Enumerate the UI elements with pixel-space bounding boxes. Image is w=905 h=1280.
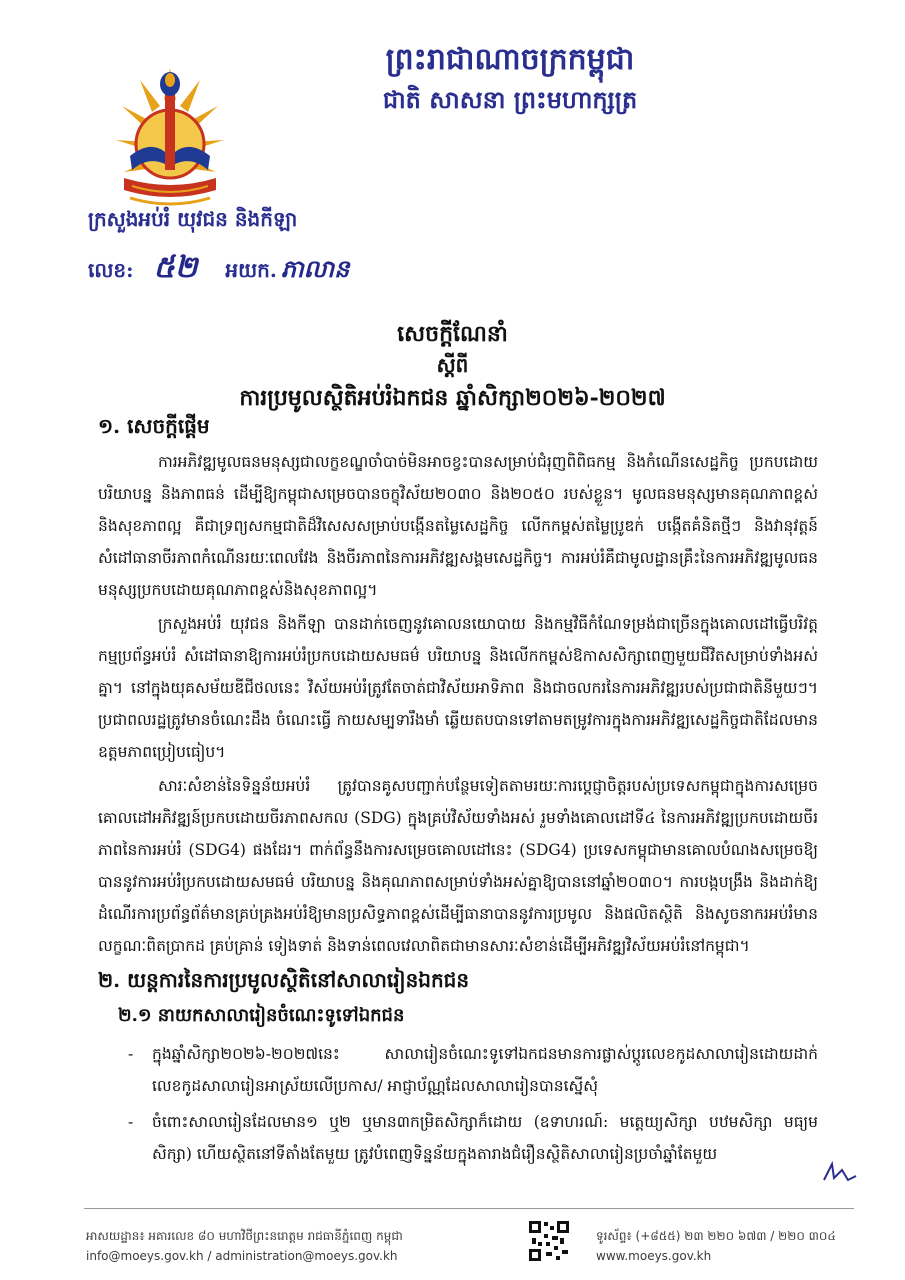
kingdom-heading bbox=[330, 40, 690, 118]
section-heading-mechanism: ២. យន្តការនៃការប្រមូលស្ថិតិនៅសាលារៀនឯកជន bbox=[98, 968, 470, 992]
ministry-name: ក្រសួងអប់រំ យុវជន និងកីឡា bbox=[88, 207, 298, 231]
reference-line bbox=[88, 248, 349, 292]
document-title-block bbox=[0, 318, 905, 416]
national-motto: ជាតិ សាសនា ព្រះមហាក្សត្រ bbox=[382, 85, 638, 114]
reference-label: លេខ: bbox=[88, 258, 134, 282]
list-item bbox=[98, 1106, 818, 1170]
section-heading-introduction: ១. សេចក្តីផ្តើម bbox=[98, 414, 210, 438]
reference-number: ៥២ bbox=[153, 250, 198, 285]
ministry-emblem-icon bbox=[110, 60, 230, 210]
reference-code: អយក. bbox=[225, 258, 277, 282]
paragraph-2: ក្រសួងអប់រំ យុវជន និងកីឡា បានដាក់ចេញនូវគោលនយោបាយ និងកម្មវិធីកំណែទម្រង់ជាច្រើនក្នុងគោលដៅធ្វើបរិវត្តកម្មប្រព័ន្ធអប់រំ សំដៅធានាឱ្យការអប់រំប្រកបដោយសមធម៌ បរិយាបន្ន និងលើកកម្ពស់ឱកាសសិក្សាពេញមួយជីវិតសម្រាប់ទាំងអស់គ្នា។ នៅក្នុងយុគសម័យឌីជីថលនេះ វិស័យអប់រំត្រូវតែចាត់ជាវិស័យអាទិភាព និងជាចលករនៃការអភិវឌ្ឍរបស់ប្រជាជាតិនីមួយៗ។ ប្រជាពលរដ្ឋត្រូវមានចំណេះដឹង ចំណេះធ្វើ កាយសម្បទារឹងមាំ ឆ្លើយតបបានទៅតាមតម្រូវការក្នុងការអភិវឌ្ឍសេដ្ឋកិច្ចជាតិដែលមានឧត្តមភាពប្រៀបធៀប។ bbox=[98, 615, 818, 761]
footer-address: អាសយដ្ឋាន៖ អគារលេខ ៨០ មហាវិថីព្រះនរោត្តម រាជធានីភ្នំពេញ កម្ពុជា bbox=[86, 1229, 403, 1243]
bullet-dash: - bbox=[128, 1113, 134, 1131]
footer-contact-left bbox=[86, 1226, 403, 1266]
reference-suffix: ភាលាន bbox=[280, 254, 350, 283]
paragraph-1: ការអភិវឌ្ឍមូលធនមនុស្សជាលក្ខខណ្ឌចាំបាច់មិនអាចខ្វះបានសម្រាប់ជំរុញពិពិធកម្ម និងកំណើនសេដ្ឋកិច្ច ប្រកបដោយបរិយាបន្ន និងភាពធន់ ដើម្បីឱ្យកម្ពុជាសម្រេចបានចក្ខុវិស័យ២០៣០ និង២០៥០ របស់ខ្លួន។ មូលធនមនុស្សមានគុណភាពខ្ពស់ និងសុខភាពល្អ គឺជាទ្រព្យសកម្មជាតិដ៏វិសេសសម្រាប់បង្កើនតម្លៃសេដ្ឋកិច្ច លើកកម្ពស់តម្លៃប្រូឌក់ បង្កើតគំនិតថ្មីៗ និងវានុវត្តន៍ សំដៅធានាចីរភាពកំណើនរយៈពេលវែង និងចីរភាពនៃការអភិវឌ្ឍសង្គមសេដ្ឋកិច្ច។ ការអប់រំគឺជាមូលដ្ឋានគ្រឹះនៃការអភិវឌ្ឍមូលធនមនុស្សប្រកបដោយគុណភាពខ្ពស់និងសុខភាពល្អ។ bbox=[98, 453, 818, 599]
initial-signature-icon bbox=[820, 1160, 860, 1186]
document-subject-label: ស្តីពី bbox=[436, 353, 469, 377]
document-type-title: សេចក្តីណែនាំ bbox=[397, 321, 508, 347]
paragraph-3: សារៈសំខាន់នៃទិន្នន័យអប់រំ ត្រូវបានគូសបញ្ជាក់បន្ថែមទៀតតាមរយៈការប្តេជ្ញាចិត្តរបស់ប្រទេសកម្ពុជាក្នុងការសម្រេចគោលដៅអភិវឌ្ឍន៍ប្រកបដោយចីរភាពសកល (SDG) ក្នុងគ្រប់វិស័យទាំងអស់ រួមទាំងគោលដៅទី៤ នៃការអភិវឌ្ឍប្រកបដោយចីរភាពនៃការអប់រំ (SDG4) ផងដែរ។ ពាក់ព័ន្ធនឹងការសម្រេចគោលដៅនេះ (SDG4) ប្រទេសកម្ពុជាមានគោលបំណងសម្រេចឱ្យបាននូវការអប់រំប្រកបដោយសមធម៌ បរិយាបន្ន និងគុណភាពសម្រាប់ទាំងអស់គ្នាឱ្យបាននៅឆ្នាំ២០៣០។ ការបង្កបង្រឹង និងដាក់ឱ្យដំណើរការប្រព័ន្ធព័ត៌មានគ្រប់គ្រងអប់រំឱ្យមានប្រសិទ្ធភាពខ្ពស់ដើម្បីធានាបាននូវការប្រមូល និងផលិតស្ថិតិ និងសូចនាករអប់រំមានលក្ខណៈពិតប្រាកដ គ្រប់គ្រាន់ ទៀងទាត់ និងទាន់ពេលវេលាពិតជាមានសារៈសំខាន់ដើម្បីអភិវឌ្ឍវិស័យអប់រំនៅកម្ពុជា។ bbox=[98, 777, 818, 955]
footer-phone: ទូរស័ព្ទ៖ (+៨៥៥) ២៣ ២២០ ៦៧៣ / ២២០ ៣០៤ bbox=[596, 1229, 836, 1243]
subsection-heading: ២.១ នាយកសាលារៀនចំណេះទូទៅឯកជន bbox=[118, 1005, 405, 1026]
kingdom-title: ព្រះរាជាណាចក្រកម្ពុជា bbox=[385, 42, 635, 77]
qr-code-icon bbox=[528, 1220, 570, 1262]
footer-divider bbox=[84, 1208, 854, 1209]
list-item-text: ចំពោះសាលារៀនដែលមាន១ ឬ២ ឬមាន៣កម្រិតសិក្សាក៏ដោយ (ឧទាហរណ៍: មត្តេយ្យសិក្សា បឋមសិក្សា មធ្យមសិក្សា) ហើយស្ថិតនៅទីតាំងតែមួយ ត្រូវបំពេញទិន្នន័យក្នុងតារាងជំរឿនស្ថិតិសាលារៀនប្រចាំឆ្នាំតែមួយ bbox=[152, 1113, 818, 1163]
document-subject-title: ការប្រមូលស្ថិតិអប់រំឯកជន ឆ្នាំសិក្សា២០២៦-២០២៧ bbox=[239, 385, 666, 411]
document-body bbox=[98, 410, 818, 1174]
list-item-text: ក្នុងឆ្នាំសិក្សា២០២៦-២០២៧នេះ សាលារៀនចំណេះទូទៅឯកជនមានការផ្លាស់ប្តូរលេខកូដសាលារៀនដោយដាក់លេខកូដសាលារៀនអាស្រ័យលើប្រកាស/ អាជ្ញាប័ណ្ណដែលសាលារៀនបានស្នើសុំ bbox=[152, 1045, 818, 1095]
footer-contact-right bbox=[596, 1226, 836, 1266]
bullet-dash: - bbox=[128, 1045, 134, 1063]
footer-emails: info@moeys.gov.kh / administration@moeys.gov.kh bbox=[86, 1249, 398, 1263]
list-item bbox=[98, 1038, 818, 1102]
footer-website: www.moeys.gov.kh bbox=[596, 1249, 712, 1263]
